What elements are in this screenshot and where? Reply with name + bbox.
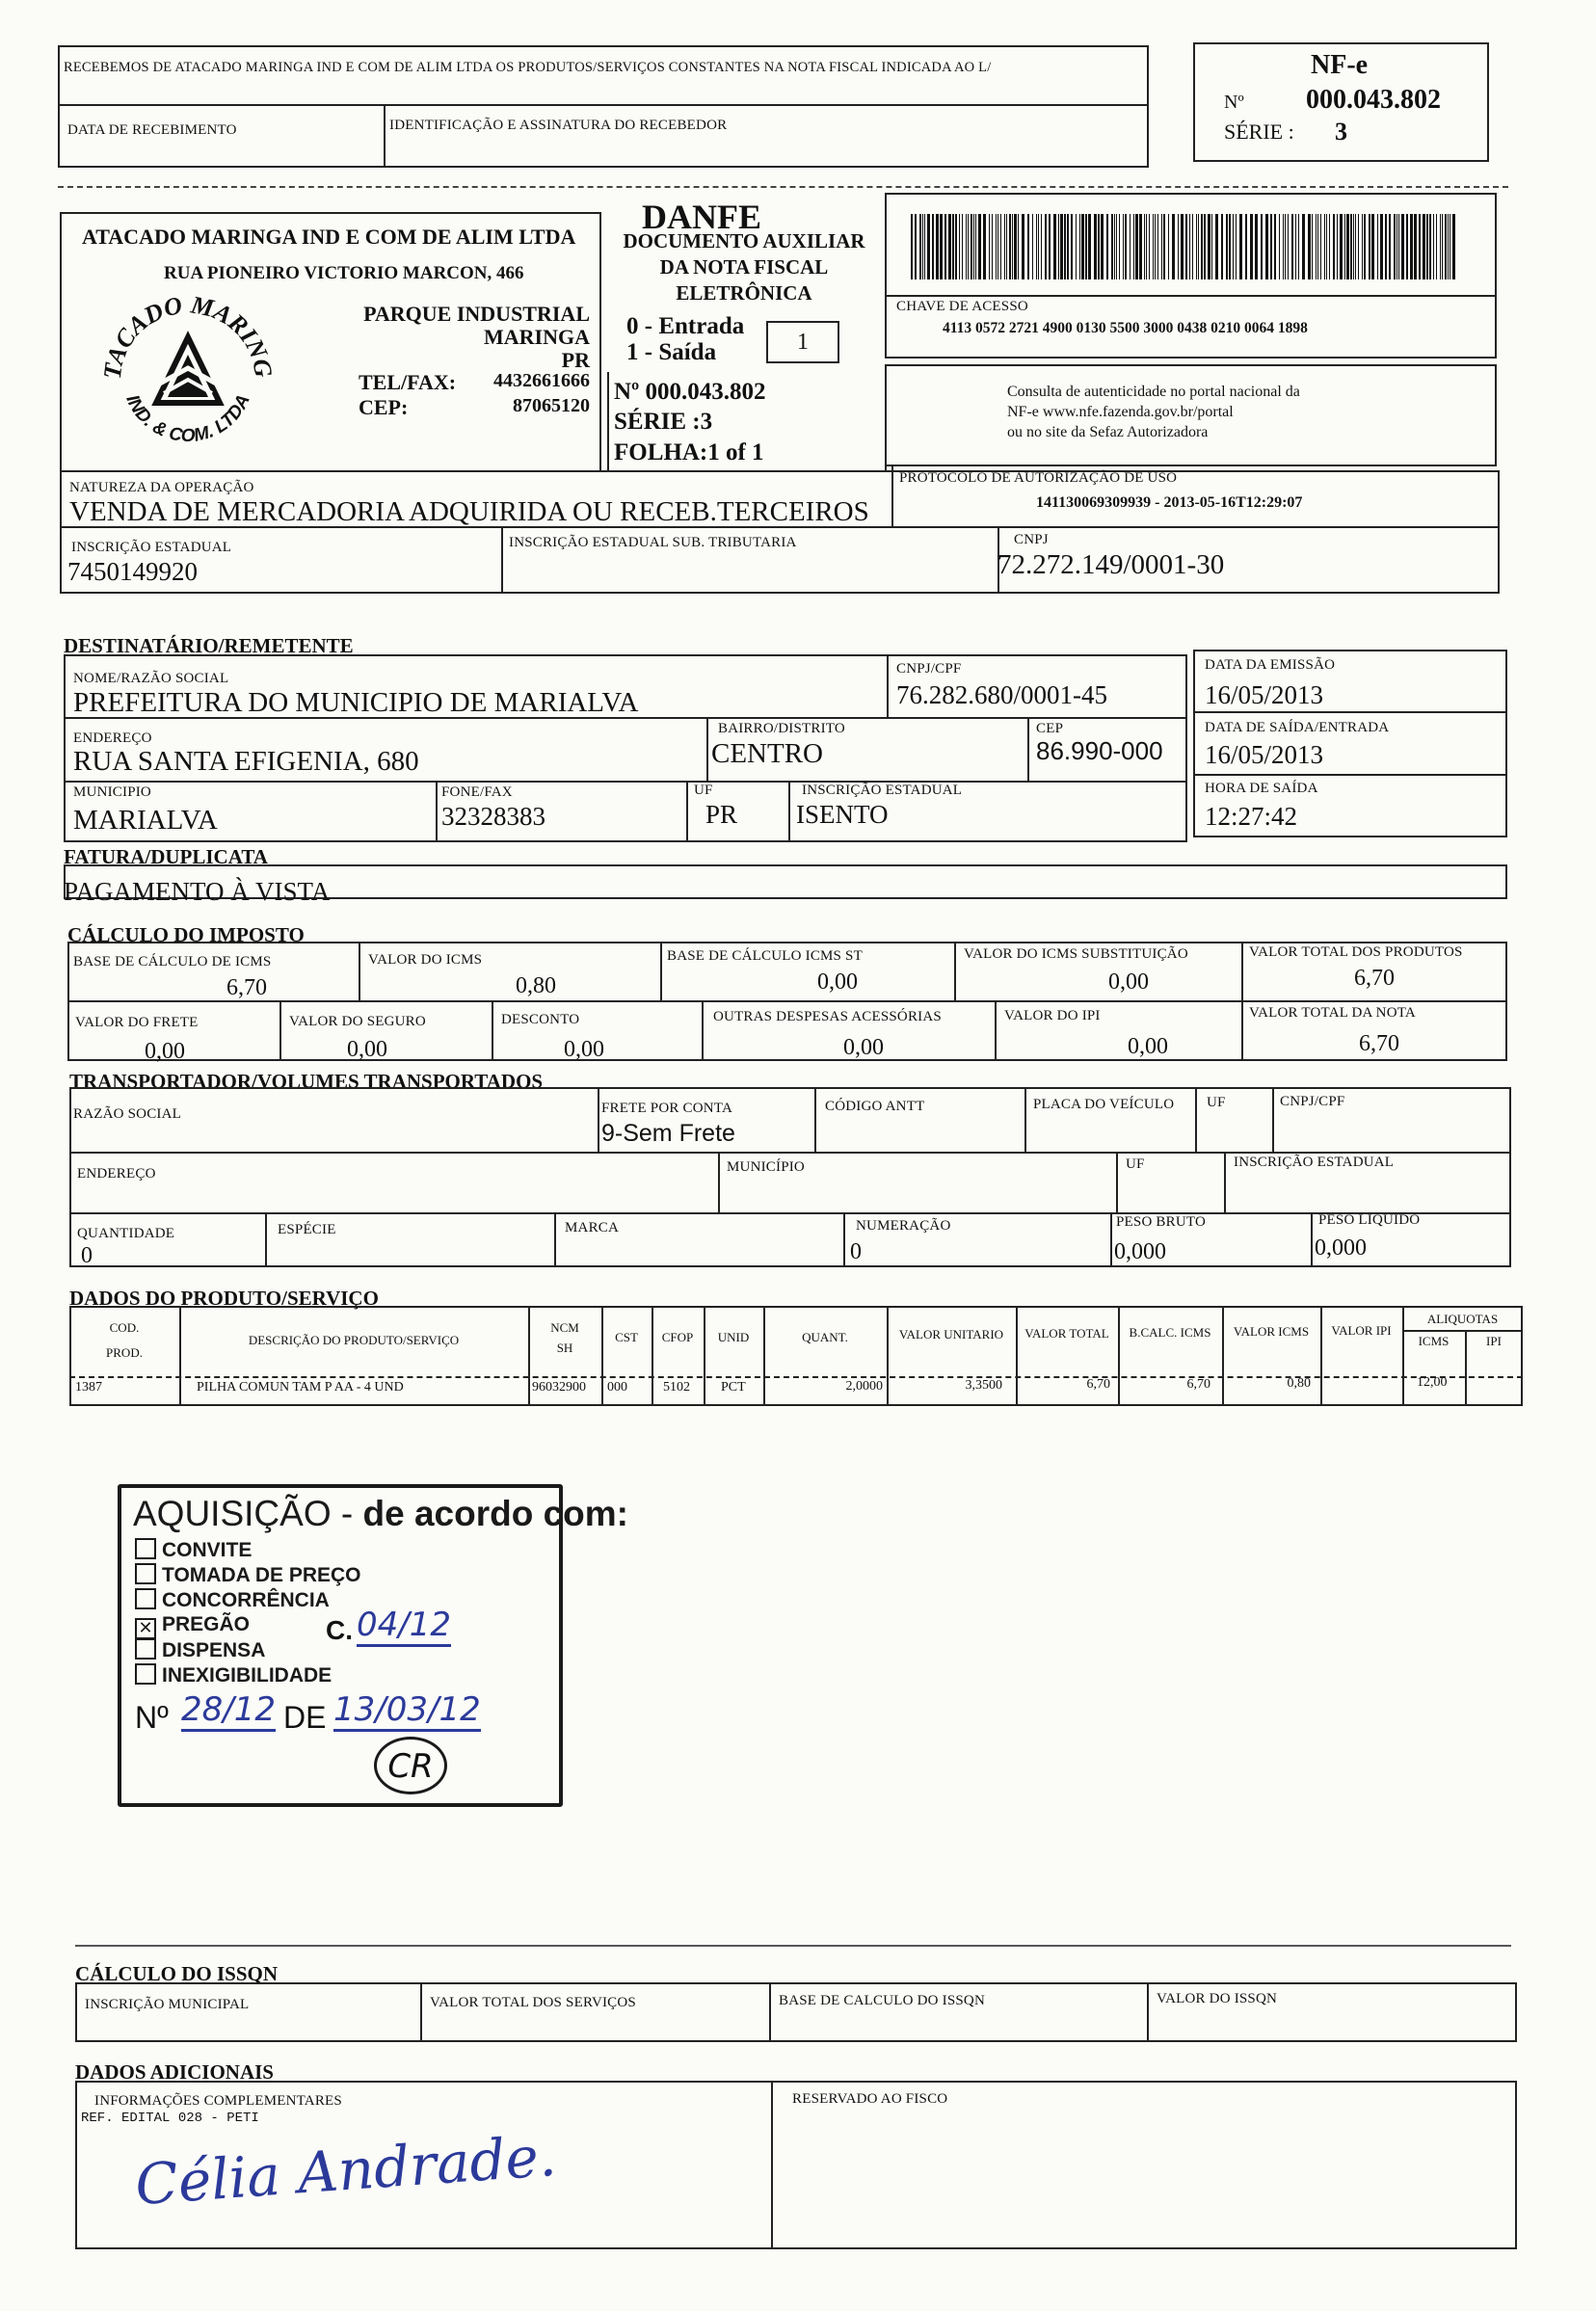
stamp-no-label: Nº: [135, 1700, 169, 1735]
prod-h-cod-1: COD.: [109, 1320, 140, 1335]
dest-endereco-label: ENDEREÇO: [73, 730, 152, 746]
imp-frete-label: VALOR DO FRETE: [75, 1015, 199, 1030]
emitter-logo: [96, 289, 279, 453]
dest-fone: 32328383: [441, 802, 545, 831]
tr-v-marca: [554, 1212, 556, 1267]
signature: Célia Andrade.: [133, 2122, 559, 2218]
tr-antt-label: CÓDIGO ANTT: [825, 1099, 925, 1114]
imp-seguro-label: VALOR DO SEGURO: [289, 1014, 426, 1029]
imp-v7: [702, 1000, 704, 1061]
danfe-folha: FOLHA:1 of 1: [614, 439, 764, 465]
prod-h-ncm-2: SH: [556, 1341, 573, 1355]
imp-seguro: 0,00: [347, 1037, 387, 1062]
cut-line: [58, 186, 1508, 188]
prod-h-cfop: CFOP: [661, 1330, 694, 1344]
destinatario-section: DESTINATÁRIO/REMETENTE: [64, 634, 354, 657]
tr-placa-label: PLACA DO VEÍCULO: [1033, 1097, 1175, 1112]
danfe-subtitle-2: DA NOTA FISCAL: [659, 255, 829, 279]
prod-bcalc: 6,70: [1186, 1377, 1210, 1392]
canhoto-vdivider: [384, 104, 386, 168]
dest-nome: PREFEITURA DO MUNICIPIO DE MARIALVA: [73, 687, 639, 718]
prod-v-vipi: [1320, 1306, 1322, 1406]
imp-v4: [1241, 942, 1243, 1061]
stamp-option: [135, 1638, 265, 1663]
prod-v-unid: [704, 1306, 705, 1406]
ie-st-label: INSCRIÇÃO ESTADUAL SUB. TRIBUTARIA: [509, 535, 797, 550]
issqn-servicos-label: VALOR TOTAL DOS SERVIÇOS: [430, 1995, 636, 2010]
emitter-name: ATACADO MARINGA IND E COM DE ALIM LTDA: [82, 225, 576, 249]
dest-fone-label: FONE/FAX: [441, 784, 513, 800]
info-value: REF. EDITAL 028 - PETI: [81, 2111, 259, 2126]
prod-desc: PILHA COMUN TAM P AA - 4 UND: [197, 1380, 404, 1395]
dates-divider-1: [1193, 711, 1507, 713]
issqn-v3: [1147, 1982, 1149, 2042]
barcode: [911, 214, 1460, 279]
dates-divider-2: [1193, 774, 1507, 776]
danfe-saida: 1 - Saída: [626, 339, 717, 365]
prod-h-cod-2: PROD.: [106, 1345, 143, 1360]
emitter-street: RUA PIONEIRO VICTORIO MARCON, 466: [164, 263, 524, 283]
prod-vicms: 0,80: [1287, 1376, 1311, 1391]
info-label: INFORMAÇÕES COMPLEMENTARES: [94, 2093, 342, 2109]
stamp-option-label: CONCORRÊNCIA: [162, 1589, 330, 1611]
prod-h-ncm-1: NCM: [550, 1320, 579, 1335]
produtos-section: DADOS DO PRODUTO/SERVIÇO: [69, 1287, 379, 1310]
natureza-value: VENDA DE MERCADORIA ADQUIRIDA OU RECEB.TERCEIROS: [69, 496, 869, 527]
tr-numeracao: 0: [850, 1239, 862, 1264]
dest-municipio-label: MUNICIPIO: [73, 784, 151, 800]
dest-vdivider-uf: [686, 781, 688, 842]
imposto-section: CÁLCULO DO IMPOSTO: [67, 923, 305, 946]
imp-frete: 0,00: [145, 1039, 185, 1064]
chave-value: 4113 0572 2721 4900 0130 5500 3000 0438 0210 0064 1898: [943, 320, 1308, 336]
stamp-no-value: 28/12: [181, 1690, 276, 1732]
issqn-v1: [420, 1982, 422, 2042]
canhoto-number-label: Nº: [1224, 92, 1244, 113]
checkbox-icon: [135, 1638, 156, 1660]
tr-qtd: 0: [81, 1243, 93, 1268]
prod-v-desc: [179, 1306, 181, 1406]
imp-valor-icms: 0,80: [516, 973, 556, 998]
ie-value: 7450149920: [67, 557, 198, 586]
prod-quant: 2,0000: [845, 1379, 883, 1394]
stamp-option: [135, 1663, 332, 1688]
prod-h-cst: CST: [615, 1330, 638, 1344]
checked-box-icon: ✕: [135, 1618, 156, 1639]
danfe-entrada: 0 - Entrada: [626, 313, 745, 339]
stamp-de-value: 13/03/12: [333, 1690, 481, 1732]
tr-numeracao-label: NUMERAÇÃO: [856, 1218, 951, 1234]
danfe-title: DANFE: [642, 198, 761, 236]
tr-uf2-label: UF: [1126, 1156, 1145, 1172]
dest-nome-label: NOME/RAZÃO SOCIAL: [73, 671, 229, 686]
imp-outras: 0,00: [843, 1035, 884, 1060]
stamp-title-a: AQUISIÇÃO -: [133, 1494, 363, 1533]
dest-divider-2: [64, 781, 1187, 783]
prod-h-unit: VALOR UNITARIO: [898, 1327, 1004, 1341]
dest-saida-label: DATA DE SAÍDA/ENTRADA: [1205, 720, 1390, 735]
tr-v-ie: [1224, 1152, 1226, 1212]
imp-total-nota: 6,70: [1359, 1031, 1399, 1056]
danfe-number: Nº 000.043.802: [614, 379, 766, 405]
fatura-section: FATURA/DUPLICATA: [64, 845, 268, 868]
checkbox-icon: [135, 1588, 156, 1609]
dest-hora: 12:27:42: [1205, 802, 1298, 831]
svg-text:IND. & COM. LTDA: IND. & COM. LTDA: [121, 391, 254, 447]
dest-emissao-label: DATA DA EMISSÃO: [1205, 657, 1336, 673]
prod-h-total: VALOR TOTAL: [1024, 1326, 1109, 1341]
tr-municipio-label: MUNICÍPIO: [727, 1159, 805, 1175]
checkbox-icon: [135, 1663, 156, 1685]
tr-v-placa: [1024, 1087, 1026, 1152]
dest-bairro: CENTRO: [711, 738, 823, 769]
stamp-option-label: INEXIGIBILIDADE: [162, 1664, 332, 1687]
tr-peso-liq: 0,000: [1315, 1235, 1367, 1261]
dest-vdivider-cnpj: [887, 654, 889, 717]
dest-cep: 86.990-000: [1036, 736, 1163, 765]
dest-uf: PR: [705, 800, 738, 829]
tr-peso-liq-label: PESO LIQUIDO: [1318, 1212, 1421, 1228]
emitter-district: PARQUE INDUSTRIAL: [363, 302, 590, 326]
danfe-series: SÉRIE :3: [614, 409, 713, 435]
cnpj-label: CNPJ: [1014, 532, 1049, 547]
checkbox-icon: [135, 1563, 156, 1584]
dest-ie: ISENTO: [796, 800, 889, 829]
tr-peso-bruto: 0,000: [1114, 1239, 1166, 1264]
tr-v-cnpj: [1272, 1087, 1274, 1152]
imp-ipi-label: VALOR DO IPI: [1004, 1008, 1101, 1023]
stamp-title-b: de acordo com:: [362, 1494, 628, 1533]
dest-vdivider-ie: [788, 781, 790, 842]
emitter-tel-label: TEL/FAX:: [359, 370, 457, 394]
protocolo-label: PROTOCOLO DE AUTORIZAÇÃO DE USO: [899, 470, 1178, 486]
transportador-box: [69, 1087, 1511, 1267]
imp-base-icms: 6,70: [226, 975, 267, 1000]
imp-v3: [954, 942, 956, 1000]
imp-desconto-label: DESCONTO: [501, 1012, 580, 1027]
prod-unid: PCT: [721, 1380, 746, 1395]
prod-aliq-icms: 12,00: [1417, 1375, 1448, 1390]
dest-cnpj: 76.282.680/0001-45: [896, 680, 1107, 709]
stamp-option: [135, 1613, 250, 1638]
barcode-icon: [911, 214, 1460, 279]
tr-cnpj-label: CNPJ/CPF: [1280, 1094, 1345, 1109]
tr-v-mun: [718, 1152, 720, 1212]
tr-v-liq: [1311, 1212, 1313, 1267]
checkbox-icon: [135, 1538, 156, 1559]
tr-v-bruto: [1110, 1212, 1112, 1267]
ie-label: INSCRIÇÃO ESTADUAL: [71, 540, 232, 555]
tr-v-num: [843, 1212, 845, 1267]
imp-base-st: 0,00: [817, 970, 858, 995]
dest-cep-label: CEP: [1036, 721, 1064, 736]
imp-v2: [660, 942, 662, 1000]
imp-v6: [492, 1000, 493, 1061]
consulta-line-2: NF-e www.nfe.fazenda.gov.br/portal: [1007, 404, 1234, 420]
tr-razao-label: RAZÃO SOCIAL: [73, 1106, 181, 1122]
consulta-line-3: ou no site da Sefaz Autorizadora: [1007, 424, 1209, 440]
stamp-option: [135, 1588, 330, 1613]
issqn-top-line: [75, 1945, 1511, 1947]
natureza-vdivider: [891, 465, 893, 528]
emitter-state: PR: [561, 348, 590, 372]
imp-v1: [359, 942, 360, 1000]
issqn-section: CÁLCULO DO ISSQN: [75, 1962, 279, 1985]
canhoto-divider: [58, 104, 1149, 106]
prod-h-desc: DESCRIÇÃO DO PRODUTO/SERVIÇO: [248, 1333, 460, 1347]
imp-valor-icms-label: VALOR DO ICMS: [368, 952, 483, 968]
dest-vdivider-bairro: [706, 717, 708, 781]
chave-label: CHAVE DE ACESSO: [896, 299, 1028, 314]
imp-valor-st-label: VALOR DO ICMS SUBSTITUIÇÃO: [964, 946, 1188, 962]
dest-cnpj-label: CNPJ/CPF: [896, 661, 962, 677]
emitter-tel: 4432661666: [493, 370, 590, 391]
tr-peso-bruto-label: PESO BRUTO: [1116, 1214, 1206, 1230]
danfe-tipo-box: 1: [766, 321, 839, 363]
prod-unit: 3,3500: [965, 1378, 1002, 1393]
tr-v-antt: [814, 1087, 816, 1152]
prod-h-aliq-icms: ICMS: [1418, 1334, 1450, 1348]
svg-text:ATACADO MARINGÁ: TACADO MARING: [97, 290, 279, 381]
emitter-cep: 87065120: [513, 395, 590, 416]
stamp-option: [135, 1563, 361, 1588]
transportador-section: TRANSPORTADOR/VOLUMES TRANSPORTADOS: [69, 1070, 544, 1093]
stamp-option-label: TOMADA DE PREÇO: [162, 1564, 361, 1586]
prod-h-aliq: ALIQUOTAS: [1426, 1312, 1499, 1326]
issqn-base-label: BASE DE CALCULO DO ISSQN: [779, 1993, 985, 2008]
stamp-option-label: CONVITE: [162, 1539, 253, 1561]
prod-h-quant: QUANT.: [802, 1330, 848, 1344]
prod-h-unid: UNID: [717, 1330, 750, 1344]
emitter-city: MARINGA: [484, 325, 590, 349]
tr-uf-label: UF: [1207, 1095, 1226, 1110]
protocolo-value: 141130069309939 - 2013-05-16T12:29:07: [1036, 494, 1303, 511]
prod-h-vipi: VALOR IPI: [1331, 1323, 1392, 1338]
imp-valor-st: 0,00: [1108, 970, 1149, 995]
imp-desconto: 0,00: [564, 1037, 604, 1062]
issqn-im-label: INSCRIÇÃO MUNICIPAL: [85, 1997, 250, 2012]
tr-v-frete: [598, 1087, 599, 1152]
tr-qtd-label: QUANTIDADE: [77, 1226, 175, 1241]
prod-total: 6,70: [1086, 1377, 1110, 1392]
chave-divider: [885, 295, 1497, 297]
dest-municipio: MARIALVA: [73, 805, 218, 836]
natureza-label: NATUREZA DA OPERAÇÃO: [69, 480, 254, 495]
dest-bairro-label: BAIRRO/DISTRITO: [718, 721, 845, 736]
cnpj-value: 72.272.149/0001-30: [998, 549, 1225, 580]
imp-v5: [279, 1000, 281, 1061]
danfe-subtitle-1: DOCUMENTO AUXILIAR: [623, 229, 865, 252]
dest-emissao: 16/05/2013: [1205, 680, 1324, 709]
prod-ncm: 96032900: [532, 1380, 586, 1395]
emitter-cep-label: CEP:: [359, 395, 409, 419]
imp-ipi: 0,00: [1128, 1034, 1168, 1059]
imp-total-prod: 6,70: [1354, 966, 1395, 991]
issqn-valor-label: VALOR DO ISSQN: [1157, 1991, 1278, 2006]
imp-base-st-label: BASE DE CÁLCULO ICMS ST: [667, 948, 863, 964]
dest-uf-label: UF: [694, 783, 713, 798]
atacado-maringa-seal-icon: [96, 289, 279, 453]
tr-frete: 9-Sem Frete: [601, 1120, 735, 1147]
canhoto-number: 000.043.802: [1306, 85, 1441, 115]
tr-v-esp: [265, 1212, 267, 1267]
prod-cfop: 5102: [663, 1380, 690, 1395]
tr-ie-label: INSCRIÇÃO ESTADUAL: [1234, 1155, 1395, 1170]
stamp-de-label: DE: [283, 1700, 327, 1735]
issqn-box: [75, 1982, 1517, 2042]
prod-v-cfop: [652, 1306, 653, 1406]
dest-hora-label: HORA DE SAÍDA: [1205, 781, 1318, 796]
canhoto-series-label: SÉRIE :: [1224, 120, 1294, 144]
canhoto-date-label: DATA DE RECEBIMENTO: [67, 122, 237, 138]
prod-h-vicms: VALOR ICMS: [1233, 1324, 1310, 1339]
canhoto-nfe-title: NF-e: [1311, 50, 1369, 80]
tr-endereco-label: ENDEREÇO: [77, 1166, 156, 1182]
imp-outras-label: OUTRAS DESPESAS ACESSÓRIAS: [713, 1009, 942, 1024]
prod-cod: 1387: [75, 1380, 102, 1395]
danfe-subtitle-3: ELETRÔNICA: [676, 281, 812, 305]
imp-total-prod-label: VALOR TOTAL DOS PRODUTOS: [1249, 944, 1463, 960]
canhoto-receipt-text: RECEBEMOS DE ATACADO MARINGA IND E COM DE ALIM LTDA OS PRODUTOS/SERVIÇOS CONSTANTES NA NOTA FISCAL INDICADA AO L/: [64, 60, 992, 75]
adicionais-section: DADOS ADICIONAIS: [75, 2060, 274, 2084]
fatura-value: PAGAMENTO À VISTA: [64, 877, 331, 906]
stamp-option: [135, 1538, 252, 1563]
tr-frete-label: FRETE POR CONTA: [601, 1101, 732, 1116]
prod-cst: 000: [607, 1380, 627, 1395]
dest-saida: 16/05/2013: [1205, 740, 1324, 769]
stamp-c-value: 04/12: [357, 1606, 451, 1647]
imp-base-icms-label: BASE DE CÁLCULO DE ICMS: [73, 954, 272, 970]
adicionais-vdivider: [771, 2081, 773, 2249]
stamp-initials: CR: [374, 1737, 447, 1794]
tr-divider-2: [69, 1212, 1511, 1214]
inscricao-vdivider-1: [501, 526, 503, 594]
consulta-line-1: Consulta de autenticidade no portal nacional da: [1007, 384, 1300, 400]
dest-vdivider-fone: [436, 781, 438, 842]
issqn-v2: [769, 1982, 771, 2042]
stamp-c-label: C.: [326, 1615, 353, 1645]
dest-vdivider-cep: [1027, 717, 1029, 781]
dest-ie-label: INSCRIÇÃO ESTADUAL: [802, 783, 963, 798]
tr-divider-1: [69, 1152, 1511, 1154]
imposto-divider: [67, 1000, 1507, 1002]
prod-aliq-divider: [1402, 1330, 1523, 1332]
tr-marca-label: MARCA: [565, 1220, 620, 1235]
imp-total-nota-label: VALOR TOTAL DA NOTA: [1249, 1005, 1416, 1021]
stamp-title: [133, 1494, 628, 1534]
canhoto-series: 3: [1335, 118, 1347, 146]
prod-v-cst: [601, 1306, 603, 1406]
prod-h-bcalc: B.CALC. ICMS: [1129, 1325, 1211, 1340]
imp-v8: [995, 1000, 997, 1061]
aquisicao-stamp: [118, 1484, 628, 1807]
stamp-option-label: DISPENSA: [162, 1639, 266, 1661]
dest-endereco: RUA SANTA EFIGENIA, 680: [73, 746, 419, 777]
stamp-option-label: PREGÃO: [162, 1613, 251, 1635]
tr-v-uf2: [1116, 1152, 1118, 1212]
tr-v-uf: [1195, 1087, 1197, 1152]
fisco-label: RESERVADO AO FISCO: [792, 2091, 948, 2107]
prod-h-aliq-ipi: IPI: [1486, 1334, 1502, 1348]
tr-especie-label: ESPÉCIE: [278, 1222, 336, 1237]
canhoto-sign-label: IDENTIFICAÇÃO E ASSINATURA DO RECEBEDOR: [389, 118, 728, 133]
